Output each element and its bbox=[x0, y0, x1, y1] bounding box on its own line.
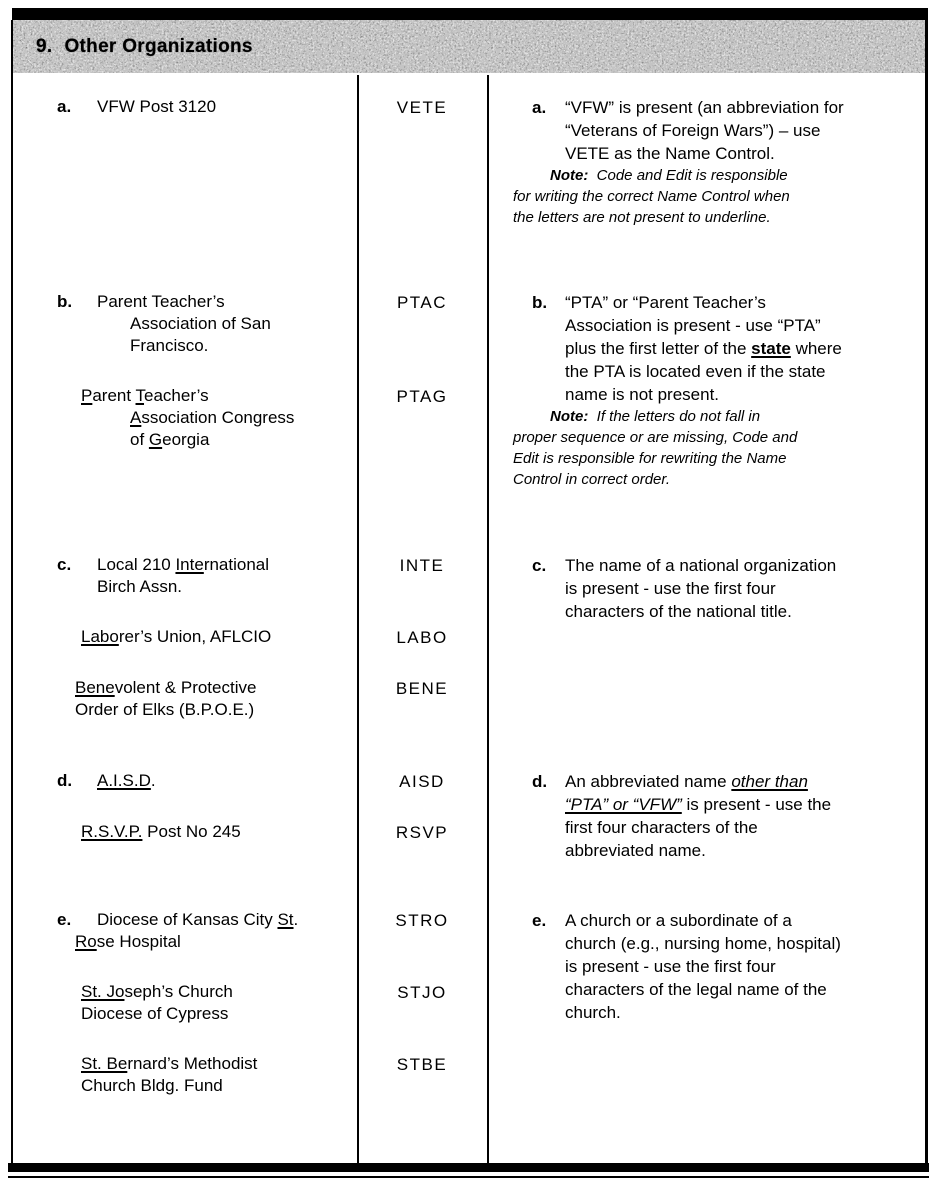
text-segment: proper sequence or are missing, Code and bbox=[513, 429, 798, 446]
bottom-rule-thin bbox=[8, 1176, 929, 1178]
name-control-code: STRO bbox=[395, 911, 449, 930]
section-title bbox=[36, 20, 253, 73]
example-cell bbox=[13, 909, 357, 953]
example-cell bbox=[13, 981, 357, 1025]
text-segment: the PTA is located even if the state bbox=[565, 362, 826, 381]
text-line bbox=[13, 626, 357, 648]
text-line bbox=[489, 793, 927, 816]
note-line bbox=[489, 165, 927, 186]
explanation-cell bbox=[489, 291, 927, 490]
name-control-code: LABO bbox=[396, 628, 448, 647]
text-line bbox=[489, 600, 927, 623]
explanation-cell bbox=[489, 96, 927, 228]
example-cell bbox=[13, 291, 357, 357]
text-segment: abbreviated name. bbox=[565, 841, 706, 860]
text-line bbox=[13, 677, 357, 699]
example-cell bbox=[13, 385, 357, 451]
text-segment: Church Bldg. Fund bbox=[81, 1076, 223, 1095]
text-line bbox=[13, 1075, 357, 1097]
text-segment: characters of the national title. bbox=[565, 602, 792, 621]
text-line bbox=[13, 931, 357, 953]
text-segment: the letters are not present to underline. bbox=[513, 209, 771, 226]
section-header-bar bbox=[13, 20, 926, 73]
example-cell bbox=[13, 677, 357, 721]
text-segment: Diocese of Kansas City bbox=[97, 910, 278, 929]
text-segment: A church or a subordinate of a bbox=[565, 911, 792, 930]
text-segment: VFW Post 3120 bbox=[97, 97, 217, 116]
text-line bbox=[489, 1001, 927, 1024]
name-control-code: STBE bbox=[396, 1055, 448, 1074]
example-cell bbox=[13, 96, 357, 118]
text-line bbox=[13, 699, 357, 721]
text-segment: Code and Edit is responsible bbox=[588, 167, 788, 184]
text-segment: ssociation Congress bbox=[141, 408, 295, 427]
text-segment: where bbox=[790, 339, 842, 358]
text-segment: rer’s Union, AFLCIO bbox=[118, 627, 272, 646]
text-segment: Bene bbox=[75, 678, 115, 697]
bottom-rule-thick bbox=[8, 1163, 929, 1172]
note-line bbox=[489, 427, 927, 448]
text-segment: Ro bbox=[75, 932, 97, 951]
text-segment: Association is present - use “PTA” bbox=[565, 316, 821, 335]
text-segment: of bbox=[130, 430, 149, 449]
text-line bbox=[13, 96, 357, 118]
section-row bbox=[13, 909, 925, 1097]
name-control-code: PTAC bbox=[396, 293, 448, 312]
text-line bbox=[489, 96, 927, 119]
text-segment: Edit is responsible for rewriting the Name bbox=[513, 450, 787, 467]
text-segment: Order of Elks (B.P.O.E.) bbox=[75, 700, 255, 719]
text-line bbox=[13, 313, 357, 335]
text-line bbox=[489, 291, 927, 314]
text-segment: eacher’s bbox=[144, 386, 209, 405]
text-line bbox=[13, 291, 357, 313]
text-line bbox=[489, 314, 927, 337]
explanation-cell bbox=[489, 770, 927, 862]
section-row bbox=[13, 554, 925, 721]
section-row bbox=[13, 770, 925, 860]
text-segment: Parent Teacher’s bbox=[97, 292, 225, 311]
text-segment: se Hospital bbox=[96, 932, 181, 951]
section-row bbox=[13, 291, 925, 488]
text-line bbox=[489, 978, 927, 1001]
item-letter: d. bbox=[532, 772, 548, 791]
text-segment: arent bbox=[92, 386, 136, 405]
explanation-cell bbox=[489, 554, 927, 623]
item-letter: a. bbox=[57, 97, 72, 116]
text-segment: Diocese of Cypress bbox=[81, 1004, 229, 1023]
name-control-code: INTE bbox=[399, 556, 445, 575]
text-line bbox=[489, 119, 927, 142]
name-control-code: VETE bbox=[396, 98, 448, 117]
text-line bbox=[13, 335, 357, 357]
text-segment: R.S.V.P. bbox=[81, 822, 143, 841]
text-line bbox=[489, 955, 927, 978]
text-segment: Note: bbox=[550, 167, 589, 184]
example-cell bbox=[13, 1053, 357, 1097]
text-segment: A bbox=[130, 408, 142, 427]
item-letter: b. bbox=[57, 292, 73, 311]
text-segment: P bbox=[81, 386, 93, 405]
text-segment: is present - use the first four bbox=[565, 579, 776, 598]
text-segment: The name of a national organization bbox=[565, 556, 837, 575]
text-line bbox=[489, 839, 927, 862]
note-line bbox=[489, 186, 927, 207]
text-line bbox=[489, 816, 927, 839]
text-segment: If the letters do not fall in bbox=[588, 408, 761, 425]
text-line bbox=[13, 554, 357, 576]
text-line bbox=[489, 360, 927, 383]
item-letter: a. bbox=[532, 98, 547, 117]
text-line bbox=[13, 1053, 357, 1075]
text-segment: . bbox=[293, 910, 299, 929]
text-segment: G bbox=[148, 430, 163, 449]
section-number: 9. bbox=[36, 35, 53, 57]
name-control-code: BENE bbox=[395, 679, 449, 698]
text-segment: Francisco. bbox=[130, 336, 209, 355]
text-segment: state bbox=[751, 339, 791, 358]
text-line bbox=[489, 554, 927, 577]
section-row bbox=[13, 96, 925, 226]
text-segment: plus the first letter of the bbox=[565, 339, 752, 358]
text-segment: church. bbox=[565, 1003, 621, 1022]
note-line bbox=[489, 448, 927, 469]
text-line bbox=[489, 337, 927, 360]
text-segment: volent & Protective bbox=[114, 678, 257, 697]
text-segment: Note: bbox=[550, 408, 589, 425]
text-line bbox=[13, 909, 357, 931]
text-line bbox=[13, 770, 357, 792]
name-control-table bbox=[13, 75, 925, 1163]
text-segment: Association of San bbox=[130, 314, 271, 333]
text-line bbox=[489, 909, 927, 932]
section-title-text: Other Organizations bbox=[64, 35, 253, 57]
text-segment: T bbox=[135, 386, 145, 405]
note-line bbox=[489, 469, 927, 490]
note-line bbox=[489, 207, 927, 228]
text-segment: other than bbox=[731, 772, 808, 791]
name-control-code: AISD bbox=[399, 772, 445, 791]
text-segment: A.I.S.D bbox=[97, 771, 151, 790]
text-line bbox=[13, 407, 357, 429]
note-line bbox=[489, 406, 927, 427]
item-letter: c. bbox=[57, 555, 72, 574]
example-cell bbox=[13, 821, 357, 843]
text-line bbox=[13, 385, 357, 407]
top-rule bbox=[12, 8, 928, 20]
example-cell bbox=[13, 554, 357, 598]
name-control-code: STJO bbox=[397, 983, 447, 1002]
text-segment: characters of the legal name of the bbox=[565, 980, 827, 999]
text-segment: “VFW” is present (an abbreviation for bbox=[565, 98, 844, 117]
text-segment: Local 210 bbox=[97, 555, 176, 574]
text-segment: St. Be bbox=[81, 1054, 128, 1073]
example-cell bbox=[13, 626, 357, 648]
item-letter: e. bbox=[532, 911, 547, 930]
text-segment: name is not present. bbox=[565, 385, 720, 404]
text-line bbox=[489, 770, 927, 793]
text-line bbox=[489, 577, 927, 600]
explanation-cell bbox=[489, 909, 927, 1024]
text-segment: is present - use the bbox=[681, 795, 832, 814]
text-line bbox=[489, 142, 927, 165]
text-segment: Post No 245 bbox=[142, 822, 241, 841]
text-segment: Labo bbox=[81, 627, 119, 646]
text-segment: Control in correct order. bbox=[513, 471, 671, 488]
text-segment: eorgia bbox=[162, 430, 210, 449]
text-segment: seph’s Church bbox=[124, 982, 233, 1001]
text-line bbox=[13, 1003, 357, 1025]
text-segment: rnational bbox=[203, 555, 270, 574]
text-segment: Birch Assn. bbox=[97, 577, 183, 596]
text-segment: VETE as the Name Control. bbox=[565, 144, 775, 163]
text-line bbox=[13, 981, 357, 1003]
item-letter: b. bbox=[532, 293, 548, 312]
text-line bbox=[13, 821, 357, 843]
text-segment: St. Jo bbox=[81, 982, 125, 1001]
text-segment: Inte bbox=[175, 555, 204, 574]
text-segment: . bbox=[150, 771, 156, 790]
text-line bbox=[13, 429, 357, 451]
text-segment: church (e.g., nursing home, hospital) bbox=[565, 934, 841, 953]
text-segment: for writing the correct Name Control when bbox=[513, 188, 790, 205]
item-letter: d. bbox=[57, 771, 73, 790]
text-line bbox=[13, 576, 357, 598]
name-control-code: PTAG bbox=[396, 387, 448, 406]
text-segment: is present - use the first four bbox=[565, 957, 776, 976]
name-control-code: RSVP bbox=[395, 823, 449, 842]
text-segment: St bbox=[277, 910, 294, 929]
text-segment: rnard’s Methodist bbox=[127, 1054, 258, 1073]
text-segment: “PTA” or “Parent Teacher’s bbox=[565, 293, 766, 312]
text-segment: An abbreviated name bbox=[565, 772, 732, 791]
example-cell bbox=[13, 770, 357, 792]
text-line bbox=[489, 932, 927, 955]
text-segment: “PTA” or “VFW” bbox=[565, 795, 682, 814]
item-letter: c. bbox=[532, 556, 547, 575]
text-line bbox=[489, 383, 927, 406]
text-segment: “Veterans of Foreign Wars”) – use bbox=[565, 121, 821, 140]
item-letter: e. bbox=[57, 910, 72, 929]
text-segment: first four characters of the bbox=[565, 818, 758, 837]
